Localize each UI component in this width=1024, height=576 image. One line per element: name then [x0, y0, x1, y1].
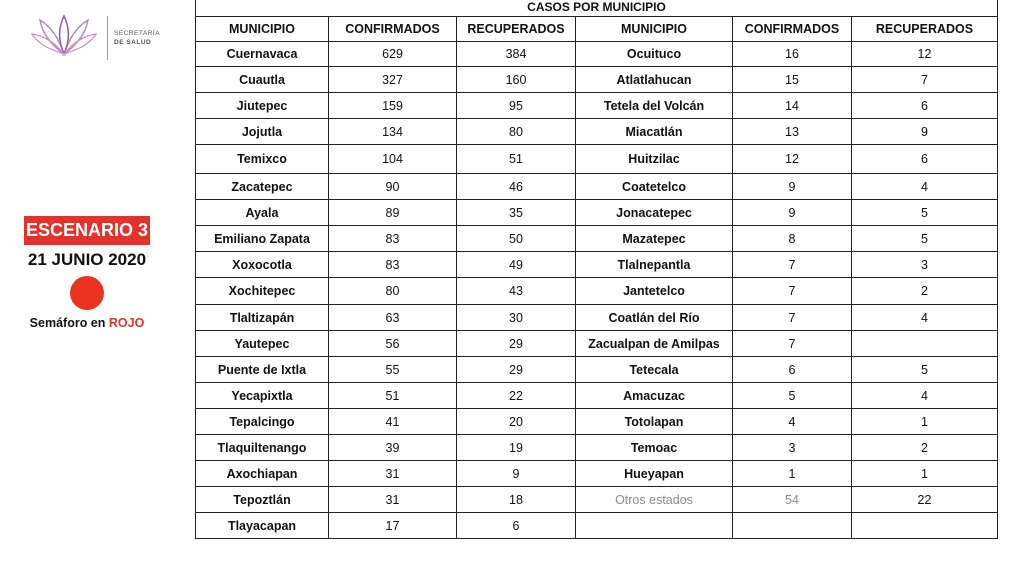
recuperados-cell: 5 — [852, 200, 998, 226]
recuperados-cell — [852, 331, 998, 357]
recuperados-cell: 35 — [457, 200, 576, 226]
recuperados-cell: 43 — [457, 278, 576, 305]
municipio-cell: Emiliano Zapata — [196, 226, 329, 252]
confirmados-cell: 51 — [329, 383, 457, 409]
table-row — [196, 357, 998, 383]
recuperados-cell: 9 — [852, 119, 998, 145]
confirmados-cell: 7 — [733, 252, 852, 278]
column-header: MUNICIPIO — [196, 17, 329, 42]
recuperados-cell: 4 — [852, 174, 998, 200]
table-row — [196, 435, 998, 461]
table-row — [196, 513, 998, 539]
municipio-cell: Zacualpan de Amilpas — [576, 331, 733, 357]
confirmados-cell: 14 — [733, 93, 852, 119]
municipio-cell: Tlaquiltenango — [196, 435, 329, 461]
recuperados-cell: 50 — [457, 226, 576, 252]
confirmados-cell: 89 — [329, 200, 457, 226]
recuperados-cell: 30 — [457, 305, 576, 331]
column-header: RECUPERADOS — [852, 17, 998, 42]
recuperados-cell: 95 — [457, 93, 576, 119]
recuperados-cell: 4 — [852, 305, 998, 331]
confirmados-cell: 83 — [329, 226, 457, 252]
confirmados-cell: 83 — [329, 252, 457, 278]
secretaria-de-salud-logo — [28, 14, 178, 64]
recuperados-cell: 384 — [457, 42, 576, 67]
logo-text-line2: DE SALUD — [114, 39, 152, 46]
recuperados-cell — [852, 513, 998, 539]
recuperados-cell: 3 — [852, 252, 998, 278]
recuperados-cell: 20 — [457, 409, 576, 435]
municipio-cell: Totolapan — [576, 409, 733, 435]
table-row — [196, 200, 998, 226]
confirmados-cell: 5 — [733, 383, 852, 409]
cases-table — [195, 0, 998, 539]
confirmados-cell: 7 — [733, 278, 852, 305]
lotus-logo-icon — [28, 14, 100, 58]
confirmados-cell: 31 — [329, 487, 457, 513]
column-header: CONFIRMADOS — [733, 17, 852, 42]
table-row — [196, 409, 998, 435]
confirmados-cell: 104 — [329, 145, 457, 174]
confirmados-cell: 327 — [329, 67, 457, 93]
table-row — [196, 487, 998, 513]
recuperados-cell: 9 — [457, 461, 576, 487]
column-header: CONFIRMADOS — [329, 17, 457, 42]
confirmados-cell: 56 — [329, 331, 457, 357]
municipio-cell: Tlaltizapán — [196, 305, 329, 331]
municipio-cell: Amacuzac — [576, 383, 733, 409]
confirmados-cell: 7 — [733, 331, 852, 357]
recuperados-cell: 5 — [852, 357, 998, 383]
table-body — [196, 42, 998, 539]
confirmados-cell: 12 — [733, 145, 852, 174]
semaforo-color: ROJO — [108, 316, 145, 330]
table-row — [196, 383, 998, 409]
table-row — [196, 252, 998, 278]
confirmados-cell: 3 — [733, 435, 852, 461]
municipio-cell: Tetecala — [576, 357, 733, 383]
municipio-cell: Tlalnepantla — [576, 252, 733, 278]
municipio-cell: Axochiapan — [196, 461, 329, 487]
recuperados-cell: 4 — [852, 383, 998, 409]
confirmados-cell: 16 — [733, 42, 852, 67]
municipio-cell: Atlatlahucan — [576, 67, 733, 93]
recuperados-cell: 6 — [852, 145, 998, 174]
municipio-cell: Temoac — [576, 435, 733, 461]
confirmados-cell: 6 — [733, 357, 852, 383]
municipio-cell: Yautepec — [196, 331, 329, 357]
municipio-cell: Ayala — [196, 200, 329, 226]
recuperados-cell: 29 — [457, 357, 576, 383]
table-header-row — [196, 17, 998, 42]
confirmados-cell: 31 — [329, 461, 457, 487]
logo-divider — [107, 16, 108, 60]
municipio-cell: Yecapixtla — [196, 383, 329, 409]
report-date: 21 JUNIO 2020 — [27, 250, 147, 269]
municipio-cell: Coatlán del Río — [576, 305, 733, 331]
recuperados-cell: 160 — [457, 67, 576, 93]
municipio-cell: Jiutepec — [196, 93, 329, 119]
recuperados-cell: 1 — [852, 409, 998, 435]
municipio-cell: Tepalcingo — [196, 409, 329, 435]
confirmados-cell: 39 — [329, 435, 457, 461]
municipio-cell — [576, 513, 733, 539]
municipio-cell: Xoxocotla — [196, 252, 329, 278]
confirmados-cell: 15 — [733, 67, 852, 93]
recuperados-cell: 1 — [852, 461, 998, 487]
municipio-cell: Zacatepec — [196, 174, 329, 200]
table-row — [196, 119, 998, 145]
traffic-light-dot — [70, 276, 104, 310]
municipio-cell: Otros estados — [576, 487, 733, 513]
recuperados-cell: 5 — [852, 226, 998, 252]
table-row — [196, 174, 998, 200]
confirmados-cell: 63 — [329, 305, 457, 331]
confirmados-cell: 13 — [733, 119, 852, 145]
column-header: MUNICIPIO — [576, 17, 733, 42]
table-row — [196, 145, 998, 174]
confirmados-cell: 80 — [329, 278, 457, 305]
municipio-cell: Puente de Ixtla — [196, 357, 329, 383]
municipio-cell: Jonacatepec — [576, 200, 733, 226]
municipio-cell: Tepoztlán — [196, 487, 329, 513]
table-row — [196, 67, 998, 93]
recuperados-cell: 19 — [457, 435, 576, 461]
recuperados-cell: 2 — [852, 435, 998, 461]
recuperados-cell: 22 — [852, 487, 998, 513]
municipio-cell: Tetela del Volcán — [576, 93, 733, 119]
municipio-cell: Huitzilac — [576, 145, 733, 174]
confirmados-cell — [733, 513, 852, 539]
semaforo-label — [14, 316, 160, 330]
recuperados-cell: 18 — [457, 487, 576, 513]
recuperados-cell: 22 — [457, 383, 576, 409]
recuperados-cell: 49 — [457, 252, 576, 278]
table-row — [196, 93, 998, 119]
confirmados-cell: 134 — [329, 119, 457, 145]
confirmados-cell: 55 — [329, 357, 457, 383]
recuperados-cell: 46 — [457, 174, 576, 200]
municipio-cell: Hueyapan — [576, 461, 733, 487]
confirmados-cell: 9 — [733, 200, 852, 226]
municipio-cell: Coatetelco — [576, 174, 733, 200]
confirmados-cell: 17 — [329, 513, 457, 539]
municipio-cell: Cuautla — [196, 67, 329, 93]
logo-text-line1: SECRETARÍA — [114, 30, 161, 37]
confirmados-cell: 629 — [329, 42, 457, 67]
column-header: RECUPERADOS — [457, 17, 576, 42]
recuperados-cell: 2 — [852, 278, 998, 305]
recuperados-cell: 51 — [457, 145, 576, 174]
recuperados-cell: 6 — [457, 513, 576, 539]
table-row — [196, 42, 998, 67]
municipio-cell: Temixco — [196, 145, 329, 174]
table-title: CASOS POR MUNICIPIO — [196, 0, 998, 17]
confirmados-cell: 41 — [329, 409, 457, 435]
recuperados-cell: 80 — [457, 119, 576, 145]
municipio-cell: Jojutla — [196, 119, 329, 145]
municipio-cell: Miacatlán — [576, 119, 733, 145]
confirmados-cell: 54 — [733, 487, 852, 513]
confirmados-cell: 4 — [733, 409, 852, 435]
recuperados-cell: 7 — [852, 67, 998, 93]
confirmados-cell: 90 — [329, 174, 457, 200]
confirmados-cell: 7 — [733, 305, 852, 331]
table-row — [196, 226, 998, 252]
table-row — [196, 331, 998, 357]
recuperados-cell: 12 — [852, 42, 998, 67]
semaforo-prefix: Semáforo en — [29, 316, 106, 330]
municipio-cell: Ocuituco — [576, 42, 733, 67]
table-row — [196, 305, 998, 331]
recuperados-cell: 6 — [852, 93, 998, 119]
confirmados-cell: 159 — [329, 93, 457, 119]
table-row — [196, 278, 998, 305]
recuperados-cell: 29 — [457, 331, 576, 357]
confirmados-cell: 1 — [733, 461, 852, 487]
municipio-cell: Mazatepec — [576, 226, 733, 252]
municipio-cell: Tlayacapan — [196, 513, 329, 539]
municipio-cell: Cuernavaca — [196, 42, 329, 67]
municipio-cell: Jantetelco — [576, 278, 733, 305]
municipio-cell: Xochitepec — [196, 278, 329, 305]
confirmados-cell: 8 — [733, 226, 852, 252]
confirmados-cell: 9 — [733, 174, 852, 200]
table-row — [196, 461, 998, 487]
scenario-badge: ESCENARIO 3 — [24, 216, 150, 245]
